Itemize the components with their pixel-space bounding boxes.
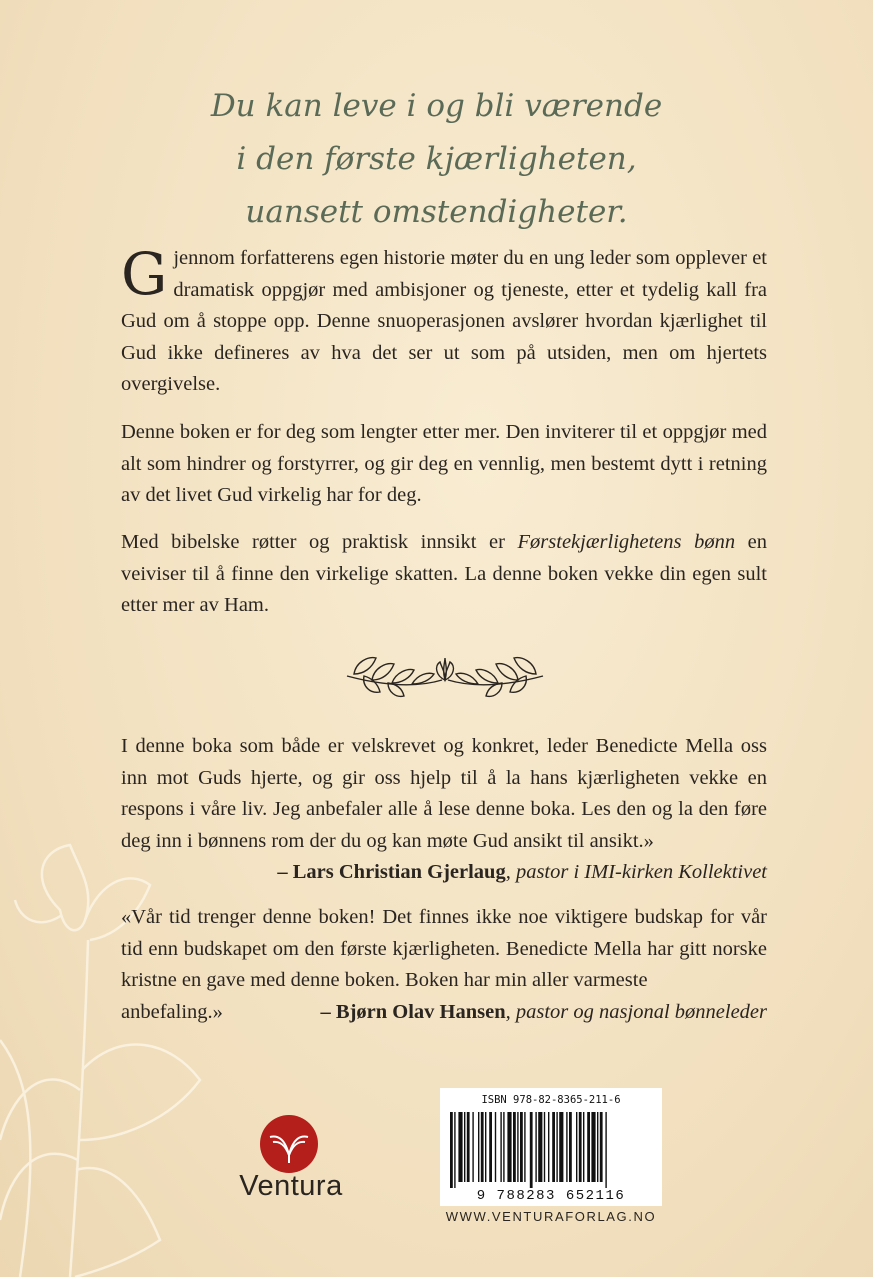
barcode-bar xyxy=(597,1112,598,1182)
barcode-bar xyxy=(591,1112,595,1182)
barcode-bar xyxy=(544,1112,545,1182)
barcode-bar xyxy=(579,1112,582,1182)
barcode-bar xyxy=(478,1112,479,1182)
barcode-bar xyxy=(517,1112,518,1182)
barcode-bar xyxy=(600,1112,603,1182)
barcode-bar xyxy=(500,1112,501,1182)
endorsement-2-author: Bjørn Olav Hansen xyxy=(335,1000,506,1023)
blurb-paragraph-3 xyxy=(121,527,767,622)
endorsement-2 xyxy=(121,902,767,1028)
barcode-bar xyxy=(559,1112,563,1182)
barcode-bar xyxy=(535,1112,536,1182)
endorsement-2-dash: – xyxy=(320,1000,336,1023)
drop-cap: G xyxy=(121,240,168,308)
endorsement-2-last-line xyxy=(121,997,767,1029)
isbn-barcode xyxy=(440,1088,662,1206)
barcode-bar xyxy=(450,1112,453,1188)
endorsement-1 xyxy=(121,731,767,889)
publisher-logo xyxy=(228,1115,354,1210)
endorsement-1-text: I denne boka som både er velskrevet og konkret, leder Benedicte Mella oss inn mot Guds hjerte, og gir oss hjelp til å la hans kjærligheten vekke en respons i våre liv. Jeg anbefaler alle å lese denne boka. Les den og la den føre deg inn i bønnens rom der du og kan møte Gud ansikt til ansikt.» xyxy=(121,735,767,852)
floral-ornament-icon xyxy=(342,646,548,698)
blurb-text-1: jennom forfatterens egen historie møter du en ung leder som opplever et dramatisk oppgjør med ambisjoner og tjeneste, etter et tydelig kall fra Gud om å stoppe opp. Denne snuoperasjonen avslører hvordan kjærlighet til Gud ikke defineres av hva det ser ut som på utsiden, men om hjertets overgivelse. xyxy=(121,247,767,395)
publisher-website: WWW.VENTURAFORLAG.NO xyxy=(445,1209,657,1224)
barcode-bar xyxy=(485,1112,486,1182)
barcode-bar xyxy=(464,1112,465,1182)
blurb-paragraph-2 xyxy=(121,417,767,512)
barcode-bar xyxy=(472,1112,473,1182)
barcode-bar xyxy=(454,1112,455,1188)
blurb-text-3b: en veiviser til å finne den virkelige skatten. La denne boken vekke din egen sult etter mer av Ham. xyxy=(121,531,767,616)
tagline-line-3: uansett omstendigheter. xyxy=(245,194,628,230)
blurb-text-3a: Med bibelske røtter og praktisk innsikt er xyxy=(121,531,518,553)
isbn-label: ISBN 978-82-8365-211-6 xyxy=(481,1094,621,1106)
barcode-bar xyxy=(489,1112,492,1182)
endorsement-1-author: Lars Christian Gjerlaug xyxy=(292,861,506,883)
barcode-bar xyxy=(524,1112,525,1182)
publisher-logo-icon xyxy=(260,1115,318,1173)
barcode-bar xyxy=(548,1112,549,1182)
blurb-text-2: Denne boken er for deg som lengter etter mer. Den inviterer til et oppgjør med alt som hindrer og forstyrrer, og gir deg en vennlig, men bestemt dytt i retning av det livet Gud virkelig har for deg. xyxy=(121,421,767,506)
barcode-digits: 9 788283 652116 xyxy=(476,1188,626,1204)
endorsement-2-text-end: anbefaling.» xyxy=(121,1000,223,1023)
barcode-bar xyxy=(467,1112,470,1182)
publisher-name: Ventura xyxy=(239,1170,343,1202)
endorsement-1-attribution xyxy=(121,857,767,889)
barcode-bar xyxy=(605,1112,606,1188)
endorsement-2-text: «Vår tid trenger denne boken! Det finnes ikke noe viktigere budskap for vår tid enn budskapet om den første kjærligheten. Benedicte Mella har gitt norske kristne en gave med denne boken. Boken har min aller varmeste xyxy=(121,906,767,991)
barcode-bar xyxy=(495,1112,496,1182)
blurb-paragraph-1 xyxy=(121,240,767,401)
barcode-bar xyxy=(503,1112,504,1182)
tagline-line-1: Du kan leve i og bli værende xyxy=(210,88,663,124)
barcode-bar xyxy=(566,1112,567,1182)
barcode-bar xyxy=(552,1112,555,1182)
barcode-bar xyxy=(583,1112,584,1182)
barcode-bar xyxy=(587,1112,590,1182)
barcode-bar xyxy=(576,1112,577,1182)
barcode-bar xyxy=(520,1112,523,1182)
barcode-bar xyxy=(569,1112,572,1182)
barcode-bar xyxy=(538,1112,542,1182)
endorsement-1-dash: – xyxy=(277,861,293,883)
tagline xyxy=(0,80,873,239)
endorsement-2-role: , pastor og nasjonal bønneleder xyxy=(505,1000,767,1023)
barcode-bars xyxy=(450,1112,652,1188)
barcode-bar xyxy=(513,1112,516,1182)
barcode-bar xyxy=(507,1112,511,1182)
barcode-bar xyxy=(481,1112,484,1182)
endorsement-1-role: , pastor i IMI-kirken Kollektivet xyxy=(505,861,767,883)
barcode-bar xyxy=(556,1112,557,1182)
barcode-bar xyxy=(458,1112,462,1182)
endorsement-2-attribution xyxy=(321,997,767,1029)
book-title: Førstekjærlighetens bønn xyxy=(517,531,736,553)
barcode-bar xyxy=(530,1112,533,1188)
tagline-line-2: i den første kjærligheten, xyxy=(236,141,637,177)
